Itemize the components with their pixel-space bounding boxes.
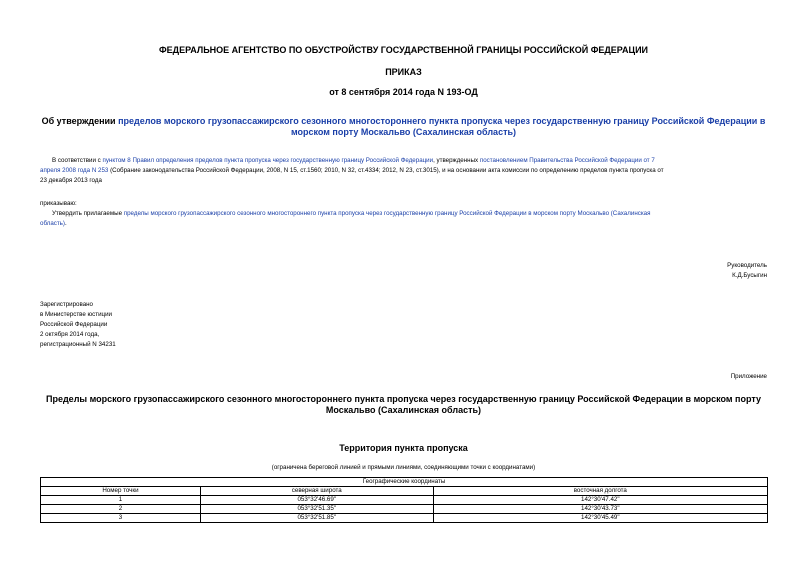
column-header-longitude: восточная долгота xyxy=(433,487,767,496)
doc-type-heading: ПРИКАЗ xyxy=(385,67,422,77)
coordinates-table xyxy=(40,477,768,523)
appendix-title-line1: Пределы морского грузопассажирского сезонного многостороннего пункта пропуска через государственную границу Российской Федерации в морском порту xyxy=(46,394,761,404)
order-text-line2 xyxy=(40,219,67,229)
section-note: (ограничена береговой линией и прямыми линиями, соединяющими точки с координатами) xyxy=(271,464,536,471)
order-text: Утвердить прилагаемые xyxy=(52,210,124,217)
registration-line: регистрационный N 34231 xyxy=(40,341,116,348)
appendix-title-line2: Москальво (Сахалинская область) xyxy=(325,405,482,415)
latitude-value: 053°32'51.35" xyxy=(200,505,433,514)
signature-name: К.Д.Бусыгин xyxy=(732,272,767,279)
latitude-value: 053°32'46.69" xyxy=(200,496,433,505)
government-decree-link[interactable]: постановлением Правительства Российской Федерации от 7 xyxy=(479,157,655,164)
longitude-value: 142°30'47.42" xyxy=(433,496,767,505)
column-header-point: Номер точки xyxy=(41,487,201,496)
latitude-value: 053°32'51.85" xyxy=(200,514,433,523)
preamble-line2 xyxy=(40,166,768,176)
table-row xyxy=(41,496,768,505)
order-text-end: . xyxy=(64,220,67,227)
preamble-line3: 23 декабря 2013 года xyxy=(40,177,102,184)
order-title-line2 xyxy=(0,126,807,138)
appendix-label: Приложение xyxy=(730,373,767,380)
table-header-row xyxy=(41,487,768,496)
table-row xyxy=(41,505,768,514)
preamble-text-1: В соответствии с xyxy=(52,157,103,164)
point-number: 3 xyxy=(41,514,201,523)
point-number: 1 xyxy=(41,496,201,505)
preamble-text-2: , утвержденных xyxy=(433,157,480,164)
limits-link[interactable]: пределы морского грузопассажирского сезонного многостороннего пункта пропуска через государственную границу Российской Федерации в морском порту Москальво (Сахалинская xyxy=(123,210,651,217)
preamble-line1 xyxy=(40,156,768,166)
signature-position: Руководитель xyxy=(727,262,767,269)
longitude-value: 142°30'45.49" xyxy=(433,514,767,523)
point-number: 2 xyxy=(41,505,201,514)
government-decree-link-cont[interactable]: апреля 2008 года N 253 xyxy=(40,167,109,174)
preamble-text-3: (Собрание законодательства Российской Федерации, 2008, N 15, ст.1560; 2010, N 32, ст.4334; 2012, N 23, ст.3015), и на основании акта комиссии по определению пределов пункта пропуска от xyxy=(108,167,664,174)
registration-line: 2 октября 2014 года, xyxy=(40,331,100,338)
rules-link[interactable]: пунктом 8 Правил определения пределов пункта пропуска через государственную границу Российской Федерации xyxy=(102,157,434,164)
table-row xyxy=(41,514,768,523)
agency-heading: ФЕДЕРАЛЬНОЕ АГЕНТСТВО ПО ОБУСТРОЙСТВУ ГОСУДАРСТВЕННОЙ ГРАНИЦЫ РОССИЙСКОЙ ФЕДЕРАЦИИ xyxy=(158,45,649,55)
order-label: приказываю: xyxy=(40,200,77,207)
column-header-latitude: северная широта xyxy=(200,487,433,496)
registration-line: Зарегистрировано xyxy=(40,301,93,308)
registration-block xyxy=(40,300,116,350)
section-title: Территория пункта пропуска xyxy=(339,443,468,453)
registration-line: Российской Федерации xyxy=(40,321,108,328)
table-group-header: Географические координаты xyxy=(41,478,768,487)
limits-link-cont[interactable]: область) xyxy=(40,220,65,227)
longitude-value: 142°30'43.73" xyxy=(433,505,767,514)
registration-line: в Министерстве юстиции xyxy=(40,311,113,318)
order-title-prefix: Об утверждении xyxy=(41,116,119,126)
order-title-link-cont[interactable]: морском порту Москальво (Сахалинская область) xyxy=(290,127,517,137)
order-text-line1 xyxy=(52,209,650,219)
order-title-link[interactable]: пределов морского грузопассажирского сезонного многостороннего пункта пропуска через государственную границу Российской Федерации в xyxy=(118,116,766,126)
table-group-header-row xyxy=(41,478,768,487)
doc-date-heading: от 8 сентября 2014 года N 193-ОД xyxy=(329,87,478,97)
